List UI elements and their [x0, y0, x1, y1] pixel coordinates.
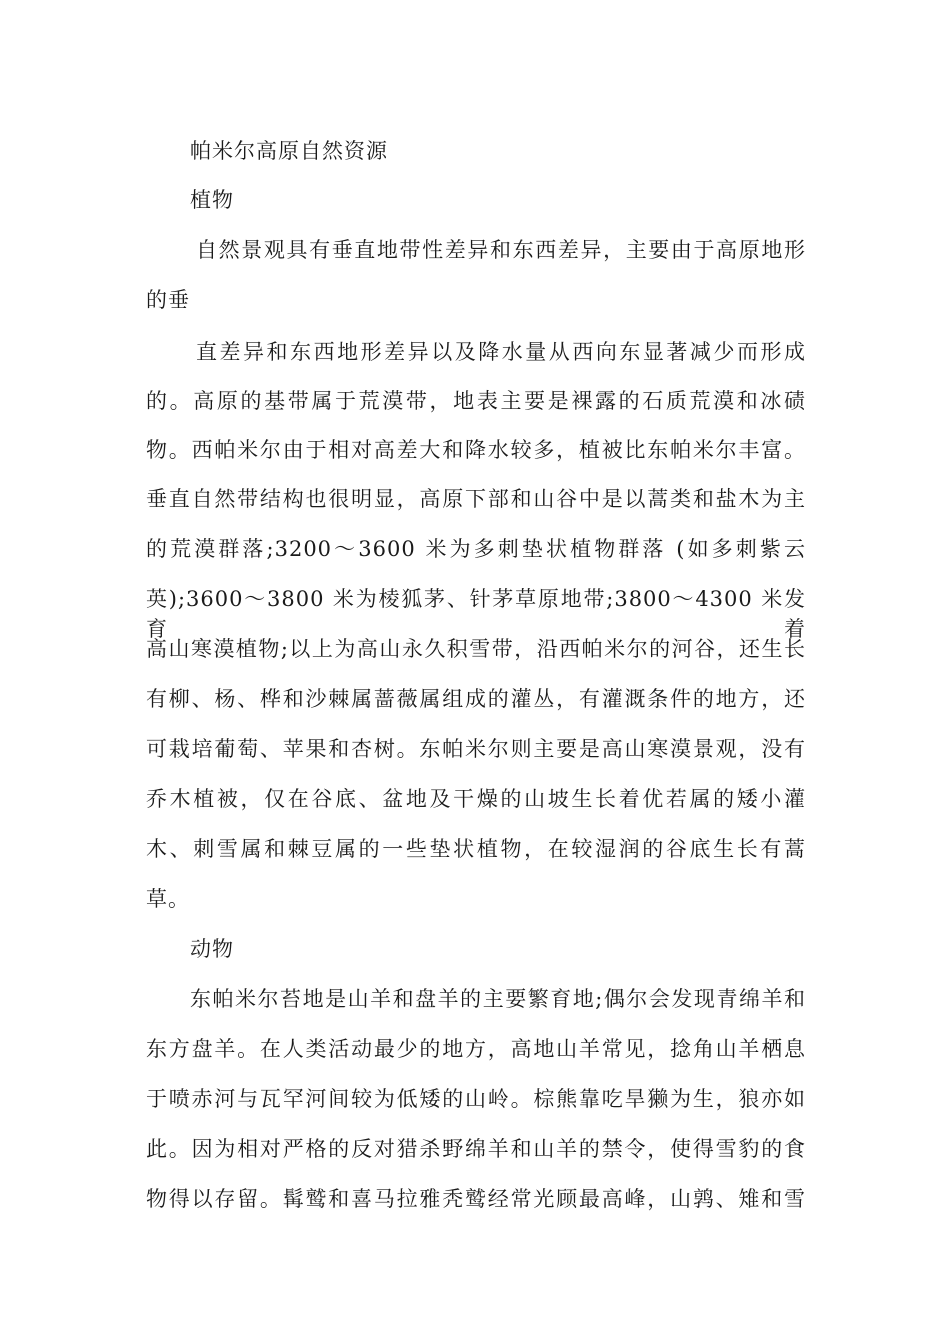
paragraph-line: 可栽培葡萄、苹果和杏树。东帕米尔则主要是高山寒漠景观，没有 — [146, 737, 806, 761]
paragraph-line: 东帕米尔苔地是山羊和盘羊的主要繁育地;偶尔会发现青绵羊和 — [190, 987, 806, 1011]
paragraph-line: 直差异和东西地形差异以及降水量从西向东显著减少而形成 — [196, 340, 806, 364]
paragraph-line: 自然景观具有垂直地带性差异和东西差异，主要由于高原地形 — [196, 238, 806, 262]
paragraph-line: 的垂 — [146, 288, 190, 312]
paragraph-line: 木、刺雪属和棘豆属的一些垫状植物，在较湿润的谷底生长有蒿 — [146, 837, 806, 861]
paragraph-line: 的。高原的基带属于荒漠带，地表主要是裸露的石质荒漠和冰碛 — [146, 389, 806, 413]
section-heading-plants: 植物 — [190, 188, 234, 212]
paragraph-line: 物。西帕米尔由于相对高差大和降水较多，植被比东帕米尔丰富。 — [146, 438, 806, 462]
document-title: 帕米尔高原自然资源 — [190, 139, 388, 163]
paragraph-line: 的荒漠群落;3200～3600 米为多刺垫状植物群落 (如多刺紫云 — [146, 537, 806, 561]
section-heading-animals: 动物 — [190, 937, 234, 961]
paragraph-line: 乔木植被，仅在谷底、盆地及干燥的山坡生长着优若属的矮小灌 — [146, 787, 806, 811]
paragraph-line: 东方盘羊。在人类活动最少的地方，高地山羊常见，捻角山羊栖息 — [146, 1037, 806, 1061]
paragraph-line: 英);3600～3800 米为棱狐茅、针茅草原地带;3800～4300 米发育着 — [146, 587, 806, 641]
paragraph-line: 此。因为相对严格的反对猎杀野绵羊和山羊的禁令，使得雪豹的食 — [146, 1137, 806, 1161]
paragraph-line: 物得以存留。髯鹫和喜马拉雅秃鹫经常光顾最高峰，山鹑、雉和雪 — [146, 1187, 806, 1211]
paragraph-line: 于喷赤河与瓦罕河间较为低矮的山岭。棕熊靠吃旱獭为生，狼亦如 — [146, 1087, 806, 1111]
paragraph-line: 有柳、杨、桦和沙棘属蔷薇属组成的灌丛，有灌溉条件的地方，还 — [146, 687, 806, 711]
paragraph-line: 垂直自然带结构也很明显，高原下部和山谷中是以蒿类和盐木为主 — [146, 487, 806, 511]
paragraph-line: 草。 — [146, 887, 190, 911]
paragraph-line: 高山寒漠植物;以上为高山永久积雪带，沿西帕米尔的河谷，还生长 — [146, 637, 806, 661]
